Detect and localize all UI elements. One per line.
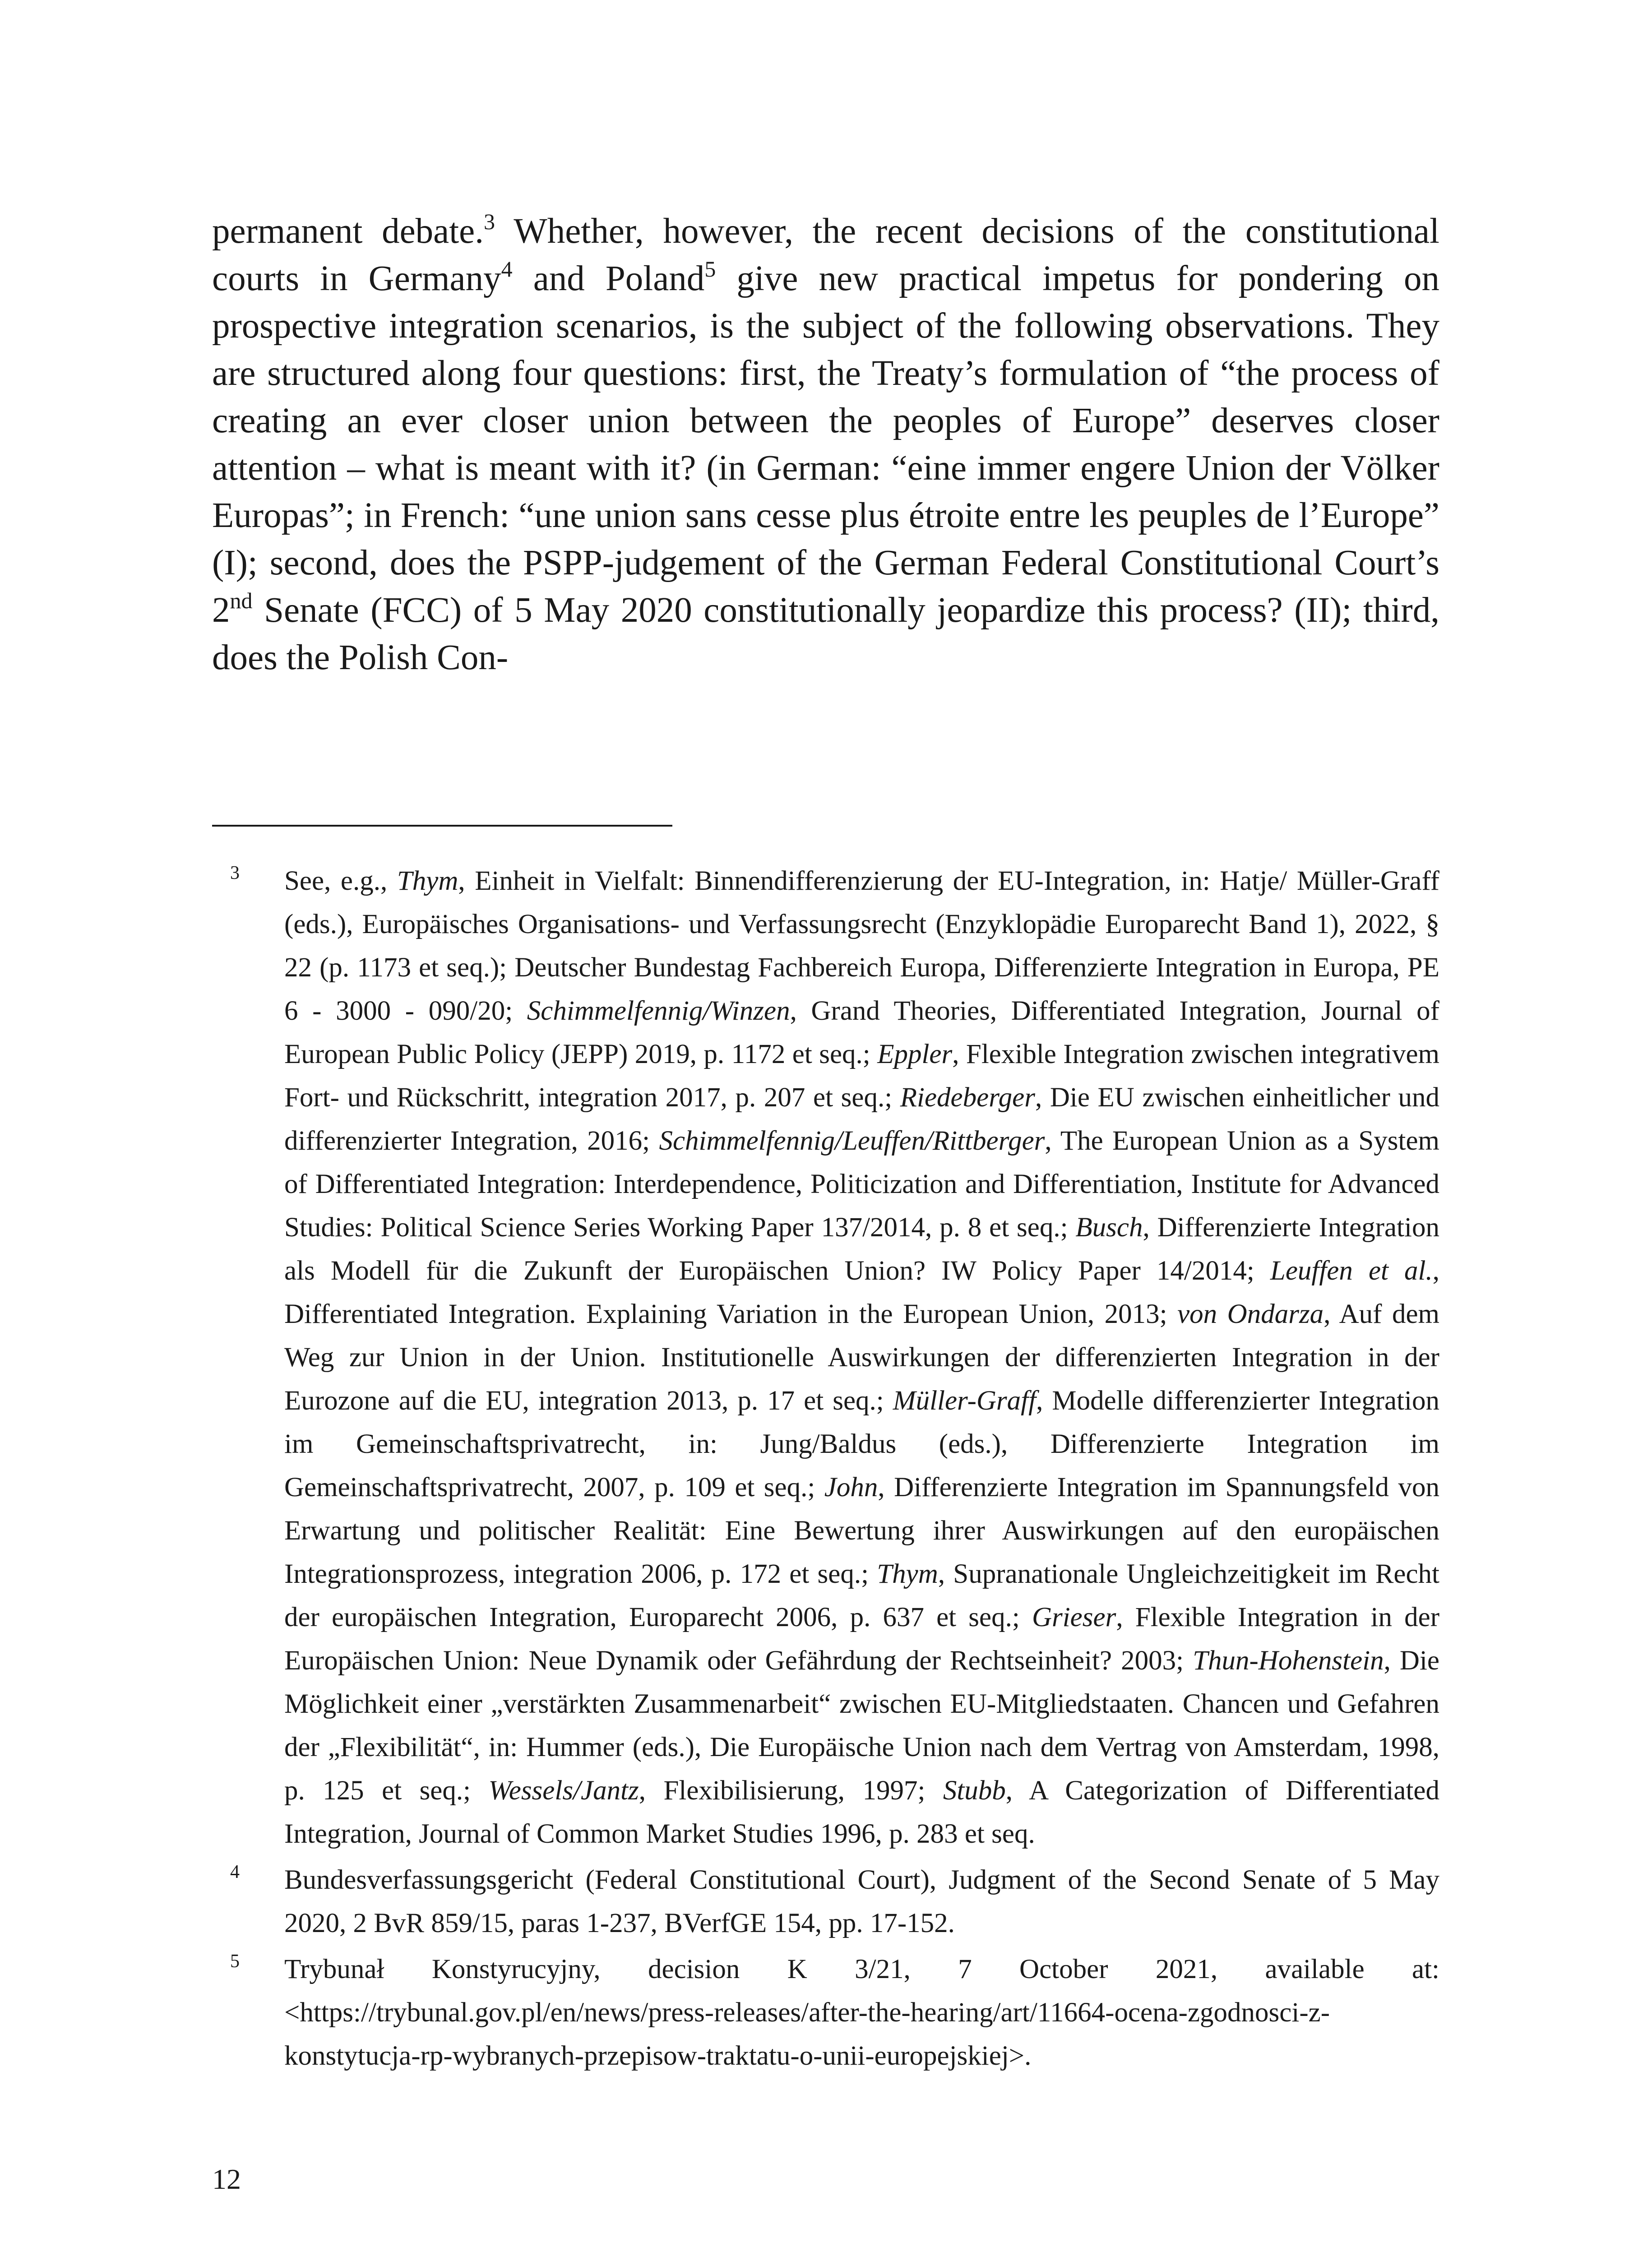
author-name: Thym xyxy=(397,866,458,896)
footnote-reference: nd xyxy=(230,588,253,613)
author-name: von Ondarza xyxy=(1177,1299,1324,1329)
footnote-number: 3 xyxy=(230,863,240,883)
footnote-text: See, e.g., Thym, Einheit in Vielfalt: Binnendifferenzierung der EU-Integration, in: Hatje/ Müller-Graff (eds.), Europäisches Organisations- und Verfassungsrecht (Enzyklopädie Europarecht Band 1), 2022, § 22 (p. 1173 et seq.); Deutscher Bundestag Fachbereich Europa, Differenzierte Integration in Europa, PE 6 - 3000 - 090/20; Schimmelfennig/Winzen, Grand Theories, Differentiated Integration, Journal of European Public Policy (JEPP) 2019, p. 1172 et seq.; Eppler, Flexible Integration zwischen integrativem Fort- und Rückschritt, integration 2017, p. 207 et seq.; Riedeberger, Die EU zwischen einheitlicher und differenzierter Integration, 2016; Schimmelfennig/Leuffen/Rittberger, The European Union as a System of Differentiated Integration: Interdependence, Politicization and Differentiation, Institute for Advanced Studies: Political Science Series Working Paper 137/2014, p. 8 et seq.; Busch, Differenzierte Integration als Modell für die Zukunft der Europäischen Union? IW Policy Paper 14/2014; Leuffen et al., Differentiated Integration. Explaining Variation in the European Union, 2013; von Ondarza, Auf dem Weg zur Union in der Union. Institutionelle Auswirkungen der differenzierten Integration in der Eurozone auf die EU, integration 2013, p. 17 et seq.; Müller-Graff, Modelle differenzierter Integration im Gemeinschaftsprivatrecht, in: Jung/Baldus (eds.), Differenzierte Integration im Gemeinschaftsprivatrecht, 2007, p. 109 et seq.; John, Differenzierte Integration im Spannungsfeld von Erwartung und politischer Realität: Eine Bewertung ihrer Auswirkungen auf den europäischen Integrationsprozess, integration 2006, p. 172 et seq.; Thym, Supranationale Ungleichzeitigkeit im Recht der europäischen Integration, Europarecht 2006, p. 637 et seq.; Grieser, Flexible Integration in der Europäischen Union: Neue Dynamik oder Gefährdung der Rechtseinheit? 2003; Thun-Hohenstein, Die Möglichkeit einer „verstärkten Zusammenarbeit“ zwischen EU-Mitgliedstaaten. Chancen und Gefahren der „Flexibilität“, in: Hummer (eds.), Die Europäische Union nach dem Vertrag von Amsterdam, 1998, p. 125 et seq.; Wessels/Jantz, Flexibilisierung, 1997; Stubb, A Categorization of Differentiated Integration, Journal of Common Market Studies 1996, p. 283 et seq. xyxy=(284,866,1440,1849)
author-name: Riedeberger xyxy=(900,1082,1035,1113)
footnote-number: 5 xyxy=(230,1951,240,1972)
footnote-text: Bundesverfassungsgericht (Federal Constitutional Court), Judgment of the Second Senate of 5 May 2020, 2 BvR 859/15, paras 1-237, BVerfGE 154, pp. 17-152. xyxy=(284,1865,1439,1938)
body-paragraph: permanent debate.$^3$ Whether, however, the recent decisions of the constitutional courts in Germany$^4$ and Poland$^5$ give new practical impetus for pondering on prospective integration scenarios, is the subject of the following observations. They are structured along four questions: first, the Treaty’s formulation of “the process of creating an ever closer union between the peoples of Europe” deserves closer attention – what is meant with it? (in German: “eine immer engere Union der Völker Europas”; in French: “une union sans cesse plus étroite entre les peuples de l’Europe” (I); second, does the PSPP-judgement of the German Federal Constitutional Court’s 2nd Senate (FCC) of 5 May 2020 constitutionally jeopardize this process? (II); third, does the Polish Con- xyxy=(212,209,1440,677)
author-name: Schimmelfennig/Winzen xyxy=(527,996,790,1026)
page-number: 12 xyxy=(212,2163,241,2195)
footnote-4 xyxy=(212,1858,1439,1945)
footnote-3 xyxy=(212,860,1439,1856)
author-name: Müller-Graff xyxy=(893,1386,1037,1416)
author-name: Busch xyxy=(1075,1212,1143,1243)
author-name: Stubb xyxy=(943,1775,1006,1806)
footnote-reference: 3 xyxy=(483,209,495,234)
footnote-divider xyxy=(212,825,672,827)
footnote-number: 4 xyxy=(230,1862,240,1882)
author-name: Thun-Hohenstein xyxy=(1193,1646,1384,1676)
footnotes-list xyxy=(212,860,1439,2080)
author-name: Schimmelfennig/Leuffen/Rittberger xyxy=(659,1126,1045,1156)
author-name: Wessels/Jantz xyxy=(488,1775,639,1806)
footnote-5 xyxy=(212,1948,1439,2078)
author-name: Eppler xyxy=(877,1039,953,1069)
footnote-text: Trybunał Konstyrucyjny, decision K 3/21, 7 October 2021, available at: <https://trybunal.gov.pl/en/news/press-releases/after-the-hearing/art/11664-ocena-zgodnosci-z-konstytucja-rp-wybranych-przepisow-traktatu-o-unii-europejskiej>. xyxy=(284,1954,1439,2071)
author-name: John xyxy=(824,1472,878,1502)
footnote-reference: 5 xyxy=(704,256,716,282)
footnote-reference: 4 xyxy=(501,256,513,282)
author-name: Thym xyxy=(877,1559,938,1589)
author-name: Leuffen et al. xyxy=(1270,1256,1433,1286)
author-name: Grieser xyxy=(1032,1602,1116,1632)
